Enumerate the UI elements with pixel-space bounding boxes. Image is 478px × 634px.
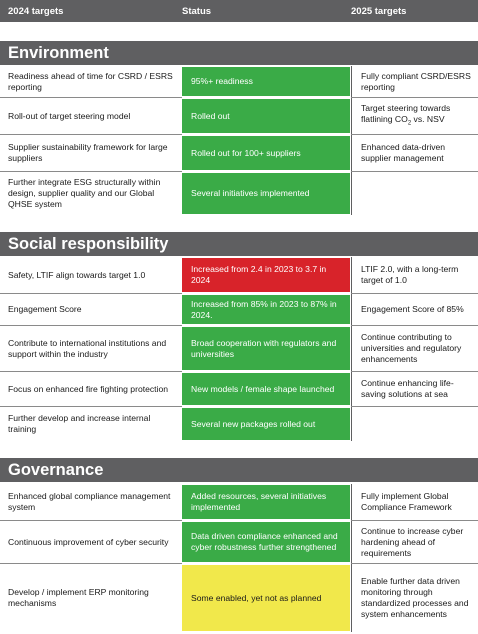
table-row [0,484,478,520]
target-2024-cell: Continuous improvement of cyber security [8,536,169,547]
table-row [0,564,478,632]
status-cell: Broad cooperation with regulators and universities [182,327,350,370]
target-2025-cell: Fully compliant CSRD/ESRS reporting [351,66,478,97]
target-2025-cell: Continue enhancing life-saving solutions at sea [351,372,478,406]
table-row [0,326,478,371]
target-2024-cell: Enhanced global compliance management system [8,491,171,512]
section-title-social-responsibility: Social responsibility [0,232,478,256]
target-2024-cell: Further develop and increase internal training [8,413,151,434]
table-row [0,172,478,215]
target-2024-cell: Contribute to international institutions and support within the industry [8,337,167,359]
target-2025-cell: Enhanced data-driven supplier management [351,135,478,171]
target-2024-cell: Readiness ahead of time for CSRD / ESRS reporting [8,70,173,92]
table-row [0,66,478,97]
target-2024-cell: Focus on enhanced fire fighting protection [8,383,169,394]
status-cell: New models / female shape launched [182,373,350,405]
target-2024-cell: Further integrate ESG structurally within design, supplier quality and our Global QHSE system [8,177,161,209]
target-2025-text: Target steering towards flatlining CO [361,102,451,124]
target-2024-cell: Supplier sustainability framework for large suppliers [8,142,168,163]
target-2025-cell [351,407,478,441]
header-status: Status [182,6,212,17]
table-header [0,0,478,22]
table-row [0,521,478,563]
target-2025-cell [351,98,478,134]
target-2024-cell: Engagement Score [8,304,82,314]
table-row [0,135,478,171]
target-2024-cell: Roll-out of target steering model [8,110,131,121]
status-cell: Several initiatives implemented [182,173,350,214]
table-row [0,372,478,406]
target-2024-cell: Develop / implement ERP monitoring mechanisms [8,587,149,608]
section-title-governance: Governance [0,458,478,482]
target-2024-cell: Safety, LTIF align towards target 1.0 [8,269,146,280]
status-cell: Increased from 85% in 2023 to 87% in 2024. [182,295,350,324]
header-2025-targets: 2025 targets [351,6,407,17]
status-cell: Several new packages rolled out [182,408,350,440]
target-2025-cell [351,172,478,215]
target-2025-text-after: vs. NSV [411,113,445,124]
target-2025-cell: Enable further data driven monitoring through standardized processes and system enhancements [351,564,478,632]
status-cell: Increased from 2.4 in 2023 to 3.7 in 2024 [182,258,350,292]
header-2024-targets: 2024 targets [8,6,64,17]
status-cell: Rolled out [182,99,350,133]
status-cell: Data driven compliance enhanced and cyber robustness further strengthened [182,522,350,562]
table-row [0,407,478,441]
subscript-text: 2 [407,120,412,127]
status-cell: 95%+ readiness [182,67,350,96]
target-2025-cell: Fully implement Global Compliance Framework [351,484,478,520]
target-2025-cell: Continue contributing to universities and regulatory enhancements [351,326,478,371]
table-row [0,294,478,325]
status-cell: Some enabled, yet not as planned [182,565,350,631]
table-row [0,98,478,134]
status-cell: Rolled out for 100+ suppliers [182,136,350,170]
table-row [0,257,478,293]
target-2025-cell: LTIF 2.0, with a long-term target of 1.0 [351,257,478,293]
section-title-environment: Environment [0,41,478,65]
target-2025-cell: Engagement Score of 85% [351,294,478,325]
target-2025-cell: Continue to increase cyber hardening ahead of requirements [351,521,478,563]
status-cell: Added resources, several initiatives implemented [182,485,350,519]
